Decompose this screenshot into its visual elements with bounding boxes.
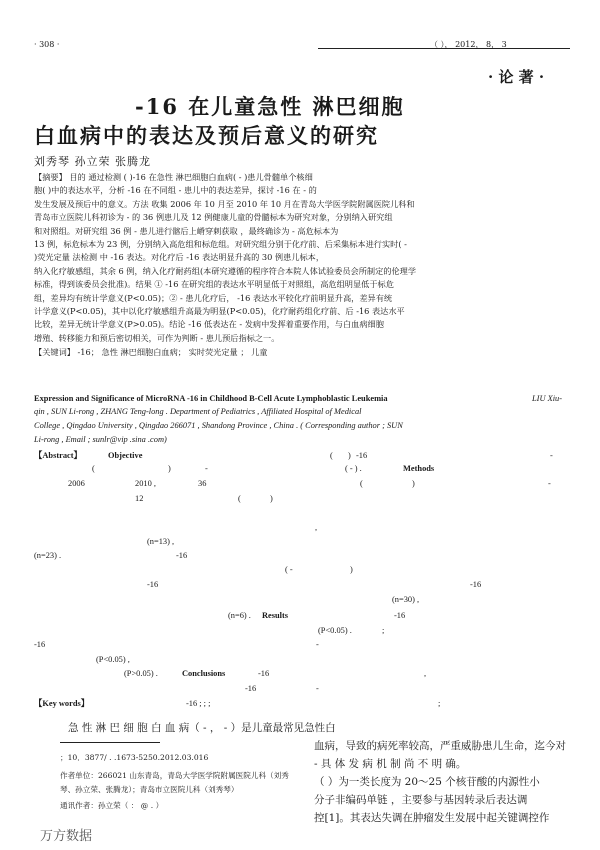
article-title-line2: 白血病中的表达及预后意义的研究 (34, 123, 379, 148)
abstract-cn-line: 比较，差异无统计学意义(P>0.05)。结论 -16 低表达在 - 发病中发挥着重要作用，与白血病细胞 (34, 319, 384, 330)
body-text-line3: - 具 体 发 病 机 制 尚 不 明 确。 (314, 758, 467, 770)
english-keywords: -16 ; ; ; (186, 699, 211, 708)
en-fragment: -16 (245, 684, 257, 693)
en-fragment: - (316, 640, 319, 649)
authors: 刘秀琴 孙立荣 张腾龙 (34, 155, 151, 168)
en-fragment: , (315, 523, 318, 532)
abstract-cn-line: 增殖、转移能力和预后密切相关，可作为判断 - 患儿预后指标之一。 (34, 332, 280, 343)
body-text-line6: 控[1]。其表达失调在肿瘤发生发展中起关键调控作 (314, 812, 550, 824)
en-fragment: , (424, 669, 427, 678)
abstract-cn-line: 【摘要】 目的 通过检测 ( )-16 在急性 淋巴细胞白血病( - )患儿骨髓单个核细 (34, 172, 313, 182)
en-fragment: ( - (285, 565, 293, 574)
body-text-line4: （ ）为一类长度为 20～25 个核苷酸的内源性小 (314, 776, 540, 788)
abstract-cn-line: 和对照组。对研究组 36 例 - 患儿进行髂后上嵴穿刺获取 ，最终确诊为 - 高危标本为 (34, 225, 339, 236)
en-fragment: -16 (394, 611, 406, 620)
en-fragment: ( (92, 464, 95, 473)
en-fragment: ; (382, 626, 385, 635)
en-fragment: (n=6) . (228, 611, 251, 620)
page-number: · 308 · (34, 40, 60, 49)
en-fragment: ) (270, 494, 273, 503)
en-fragment: ( (238, 494, 241, 503)
keywords-cn: 【关键词】 -16； 急性 淋巴细胞白血病； 实时荧光定量 ； 儿童 (34, 347, 268, 358)
english-objective-label: Objective (108, 451, 143, 460)
en-fragment: (P<0.05) , (96, 655, 130, 664)
abstract-cn-line: 胞( )中的表达水平，分析 -16 在不同组 - 患儿中的表达差异，探讨 -16 在 - 的 (34, 185, 317, 196)
article-category: · 论 著 · (488, 68, 545, 86)
english-conclusions-label: Conclusions (182, 669, 226, 678)
english-affiliation-line1: qin , SUN Li-rong , ZHANG Teng-long . Department of Pediatrics , Affiliated Hospital of Medical (34, 407, 362, 416)
en-fragment: ; (438, 699, 441, 708)
en-fragment: (n=30) , (392, 595, 420, 604)
en-fragment: (P>0.05) . (124, 669, 158, 678)
doi: ；10．3877/ . .1673-5250.2012.03.016 (60, 753, 209, 762)
journal-info: （ ）， 2012， 8， 3 (430, 40, 507, 49)
abstract-cn-line: 青岛市立医院儿科初诊为 - 的 36 例患儿及 12 例健康儿童的骨髓标本为研究对象，分别纳入研究组 (34, 212, 393, 223)
english-keywords-label: 【Key words】 (34, 699, 90, 708)
en-fragment: ) (168, 464, 171, 473)
en-fragment: (P<0.05) . (318, 626, 352, 635)
en-fragment: - (205, 464, 208, 473)
english-author-start: LIU Xiu- (532, 394, 563, 403)
body-text-line2: 血病，导致的病死率较高，严重威胁患儿生命，迄今对 (314, 740, 566, 752)
abstract-cn-line: 13 例，标危标本为 23 例，分别纳入高危组和标危组。对研究组分别于化疗前、后采集标本进行实时( - (34, 239, 407, 250)
en-fragment: -16 (147, 580, 159, 589)
abstract-cn-line: 计学意义(P<0.05)，其中以化疗敏感组升高最为明显(P<0.05)，化疗耐药组化疗前、后 -16 表达水平 (34, 306, 405, 317)
en-fragment: (n=13) , (147, 537, 175, 546)
abstract-cn-line: )荧光定量 法检测 中 -16 表达。对化疗后 -16 表达明显升高的 30 例患儿标本， (34, 252, 325, 263)
author-unit-line2: 琴、孙立荣、张腾龙）；青岛市立医院儿科（刘秀琴） (60, 785, 239, 794)
en-fragment: -16 (356, 451, 368, 460)
en-fragment: - (548, 479, 551, 488)
english-affiliation-line2: College , Qingdao University , Qingdao 266071 , Shandong Province , China . ( Corresponding author ; SUN (34, 421, 403, 430)
en-fragment: 2006 (68, 479, 85, 488)
abstract-cn-line: 纳入化疗敏感组，其余 6 例，纳入化疗耐药组(本研究遵循的程序符合本院人体试验委员会所制定的伦理学 (34, 265, 417, 276)
abstract-cn-line: 发生发展及预后中的意义。方法 收集 2006 年 10 月至 2010 年 10 月在青岛大学医学院附属医院儿科和 (34, 198, 415, 209)
en-fragment: - (550, 451, 553, 460)
en-fragment: -16 (258, 669, 270, 678)
watermark: 万方数据 (40, 829, 93, 844)
abstract-cn-line: 标准，得到该委员会批准)。结果 ① -16 在研究组的表达水平明显低于对照组，高危组明显低于标危 (34, 279, 394, 290)
english-methods-label: Methods (403, 464, 435, 473)
corresponding-author: 通讯作者：孙立荣（ ： @ . ） (60, 801, 164, 810)
en-fragment: ) (412, 479, 415, 488)
en-fragment: 2010 , (135, 479, 156, 488)
en-fragment: 12 (135, 494, 144, 503)
en-fragment: ( (330, 451, 333, 460)
english-abstract-label: 【Abstract】 (34, 451, 82, 460)
english-title: Expression and Significance of MicroRNA -16 in Childhood B-Cell Acute Lymphoblastic Leukemia (34, 394, 388, 403)
en-fragment: ( (360, 479, 363, 488)
en-fragment: -16 (34, 640, 46, 649)
abstract-cn-line: 组，差异均有统计学意义(P<0.05)；② - 患儿化疗后， -16 表达水平较化疗前明显升高，差异有统 (34, 292, 393, 303)
body-text-line5: 分子非编码单链 ，主要参与基因转录后表达调 (314, 794, 528, 806)
en-fragment: ) (350, 565, 353, 574)
en-fragment: ( - ) . (345, 464, 362, 473)
en-fragment: (n=23) . (34, 551, 62, 560)
abstract-cn (34, 171, 416, 360)
en-fragment: - (316, 684, 319, 693)
footnote-rule (60, 742, 160, 743)
en-fragment: -16 (470, 580, 482, 589)
en-fragment: 36 (198, 479, 207, 488)
english-results-label: Results (262, 611, 289, 620)
en-fragment: -16 (176, 551, 188, 560)
en-fragment: ) (348, 451, 351, 460)
author-unit-line1: 作者单位：266021 山东青岛，青岛大学医学院附属医院儿科（刘秀 (60, 771, 289, 780)
body-text-line1: 急 性 淋 巴 细 胞 白 血 病（ - ， - ）是儿童最常见急性白 (68, 722, 336, 734)
english-affiliation-line3: Li-rong , Email ; sunlr@vip .sina .com) (34, 435, 167, 444)
article-title-line1: -16 在儿童急性 淋巴细胞 (135, 94, 405, 119)
